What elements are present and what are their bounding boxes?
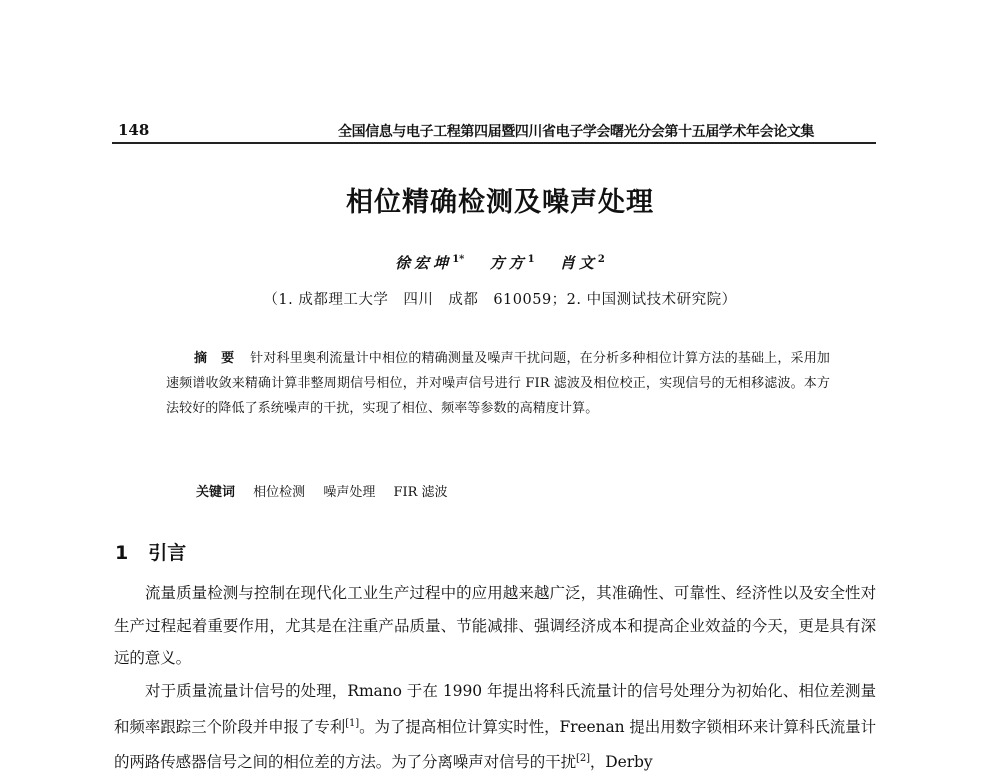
abstract-label: 摘要 bbox=[194, 351, 249, 366]
body-paragraph: 流量质量检测与控制在现代化工业生产过程中的应用越来越广泛，其准确性、可靠性、经济性以及安全性对生产过程起着重要作用，尤其是在注重产品质量、节能减排、强调经济成本和提高企业效益的今天，更是具有深远的意义。 bbox=[114, 584, 876, 667]
author-affiliation-mark: 2 bbox=[597, 254, 605, 265]
citation-ref[interactable]: [1] bbox=[345, 717, 360, 729]
section-title: 引言 bbox=[148, 542, 187, 564]
paper-title: 相位精确检测及噪声处理 bbox=[346, 187, 654, 218]
author bbox=[490, 252, 535, 273]
author-affiliation-mark: 1 bbox=[527, 254, 535, 265]
abstract-text: 针对科里奥利流量计中相位的精确测量及噪声干扰问题，在分析多种相位计算方法的基础上，采用加速频谱收敛来精确计算非整周期信号相位，并对噪声信号进行 FIR 滤波及相位校正，实现信号的无相移滤波。本方法较好的降低了系统噪声的干扰，实现了相位、频率等参数的高精度计算。 bbox=[166, 351, 830, 416]
affiliation: （1. 成都理工大学 四川 成都 610059；2. 中国测试技术研究院） bbox=[263, 292, 737, 308]
author-name: 徐宏坤 bbox=[395, 254, 453, 272]
paragraph-text: ，Derby bbox=[589, 753, 653, 772]
author-name: 肖文 bbox=[559, 254, 598, 272]
keyword: FIR 滤波 bbox=[393, 485, 448, 500]
keywords bbox=[196, 481, 462, 500]
page-number: 148 bbox=[118, 121, 150, 139]
body-paragraph bbox=[114, 675, 876, 779]
author-list bbox=[0, 252, 1000, 273]
abstract bbox=[166, 347, 830, 421]
section-number: 1 bbox=[115, 542, 129, 564]
keywords-label: 关键词 bbox=[196, 485, 236, 500]
author-name: 方方 bbox=[489, 254, 528, 272]
keyword: 噪声处理 bbox=[323, 485, 376, 500]
paragraph-text: 。为了提高相位计算实时性，Freenan 提出用数字锁相环来计算科氏流量计的两路传感器信号之间的相位差的方法。为了分离噪声对信号的干扰 bbox=[114, 717, 876, 772]
citation-ref[interactable]: [2] bbox=[576, 753, 590, 765]
author-affiliation-mark: 1* bbox=[452, 254, 465, 265]
header-rule bbox=[112, 142, 876, 144]
author bbox=[560, 252, 605, 273]
running-header: 全国信息与电子工程第四届暨四川省电子学会曙光分会第十五届学术年会论文集 bbox=[338, 124, 814, 140]
author bbox=[395, 252, 464, 273]
keyword: 相位检测 bbox=[253, 485, 306, 500]
paragraph-text: 对于质量流量计信号的处理，Rmano 于在 1990 年提出将科氏流量计的信号处理分为初始化、相位差测量和频率跟踪三个阶段并申报了专利 bbox=[114, 682, 876, 736]
section-heading bbox=[115, 538, 186, 565]
